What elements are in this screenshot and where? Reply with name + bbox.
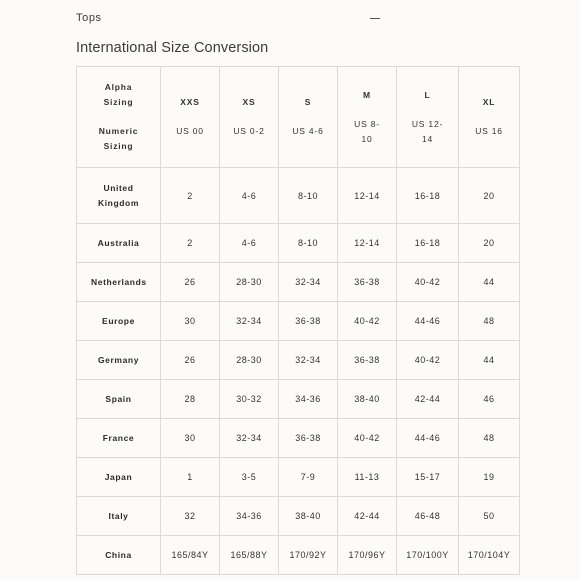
size-value-cell: 8-10 <box>279 224 338 263</box>
size-value-cell: 28 <box>161 380 220 419</box>
table-row <box>77 458 520 497</box>
size-value-cell: 44 <box>459 263 520 302</box>
alpha-size-label: XS <box>242 97 256 107</box>
country-name: Australia <box>97 237 140 248</box>
country-name: Spain <box>105 393 132 404</box>
size-value-cell: 42-44 <box>338 497 397 536</box>
size-value-cell: 12-14 <box>338 224 397 263</box>
size-value-cell: 165/84Y <box>161 536 220 575</box>
size-value-cell: 44 <box>459 341 520 380</box>
numeric-size-label: US 12-14 <box>411 118 444 144</box>
size-value-cell: 170/104Y <box>459 536 520 575</box>
country-name: Italy <box>108 510 129 521</box>
size-value-cell: 46 <box>459 380 520 419</box>
size-value-cell: 32 <box>161 497 220 536</box>
tops-accordion-header[interactable] <box>76 8 380 28</box>
alpha-size-label: S <box>304 97 312 107</box>
size-value-cell: 44-46 <box>397 302 459 341</box>
size-value-cell: 16-18 <box>397 168 459 224</box>
size-value-cell: 50 <box>459 497 520 536</box>
size-value-cell: 32-34 <box>279 341 338 380</box>
country-name: Netherlands <box>91 276 147 287</box>
header-size-4 <box>397 67 459 168</box>
header-size-3 <box>338 67 397 168</box>
numeric-size-label: US 0-2 <box>233 126 265 136</box>
table-row <box>77 536 520 575</box>
size-value-cell: 32-34 <box>279 263 338 302</box>
country-label <box>77 458 161 497</box>
size-value-cell: 8-10 <box>279 168 338 224</box>
header-size-2 <box>279 67 338 168</box>
size-value-cell: 28-30 <box>220 263 279 302</box>
size-value-cell: 32-34 <box>220 302 279 341</box>
numeric-size-label: US 16 <box>475 126 503 136</box>
size-value-cell: 36-38 <box>338 263 397 302</box>
size-value-cell: 46-48 <box>397 497 459 536</box>
size-value-cell: 15-17 <box>397 458 459 497</box>
size-value-cell: 48 <box>459 302 520 341</box>
alpha-size-label: L <box>424 89 431 100</box>
country-label <box>77 497 161 536</box>
size-value-cell: 38-40 <box>279 497 338 536</box>
size-value-cell: 26 <box>161 263 220 302</box>
size-value-cell: 44-46 <box>397 419 459 458</box>
size-value-cell: 34-36 <box>220 497 279 536</box>
section-title: International Size Conversion <box>76 40 269 56</box>
size-value-cell: 3-5 <box>220 458 279 497</box>
alpha-size-label: M <box>363 89 371 100</box>
header-corner-cell <box>77 67 161 168</box>
size-value-cell: 30-32 <box>220 380 279 419</box>
size-value-cell: 2 <box>161 168 220 224</box>
table-row <box>77 497 520 536</box>
numeric-size-label: US 8-10 <box>354 118 380 144</box>
table-row <box>77 263 520 302</box>
alpha-size-label: XL <box>482 97 496 107</box>
country-label <box>77 419 161 458</box>
table-row <box>77 341 520 380</box>
table-row <box>77 168 520 224</box>
country-label <box>77 380 161 419</box>
country-name: Germany <box>97 354 140 365</box>
numeric-size-label: US 4-6 <box>292 126 324 136</box>
size-value-cell: 40-42 <box>397 341 459 380</box>
country-name: France <box>102 432 135 443</box>
numeric-sizing-label: Numeric Sizing <box>98 126 139 151</box>
country-name: Japan <box>104 471 133 482</box>
size-value-cell: 11-13 <box>338 458 397 497</box>
size-value-cell: 165/88Y <box>220 536 279 575</box>
table-header-row <box>77 67 520 168</box>
country-label <box>77 302 161 341</box>
minus-icon[interactable] <box>370 13 380 23</box>
table-row <box>77 224 520 263</box>
size-value-cell: 20 <box>459 224 520 263</box>
size-value-cell: 16-18 <box>397 224 459 263</box>
size-value-cell: 26 <box>161 341 220 380</box>
size-value-cell: 170/96Y <box>338 536 397 575</box>
size-value-cell: 48 <box>459 419 520 458</box>
header-size-5 <box>459 67 520 168</box>
size-value-cell: 20 <box>459 168 520 224</box>
size-value-cell: 1 <box>161 458 220 497</box>
size-value-cell: 28-30 <box>220 341 279 380</box>
header-size-1 <box>220 67 279 168</box>
numeric-size-label: US 00 <box>176 126 204 136</box>
table-row <box>77 302 520 341</box>
size-value-cell: 40-42 <box>338 302 397 341</box>
size-value-cell: 40-42 <box>338 419 397 458</box>
size-value-cell: 19 <box>459 458 520 497</box>
country-label <box>77 168 161 224</box>
size-value-cell: 12-14 <box>338 168 397 224</box>
size-value-cell: 170/92Y <box>279 536 338 575</box>
header-size-0 <box>161 67 220 168</box>
size-value-cell: 7-9 <box>279 458 338 497</box>
table-row <box>77 380 520 419</box>
size-value-cell: 170/100Y <box>397 536 459 575</box>
table-body <box>77 168 520 575</box>
country-label <box>77 341 161 380</box>
country-name: China <box>105 549 132 560</box>
size-value-cell: 42-44 <box>397 380 459 419</box>
size-value-cell: 2 <box>161 224 220 263</box>
country-label <box>77 263 161 302</box>
size-value-cell: 38-40 <box>338 380 397 419</box>
size-value-cell: 34-36 <box>279 380 338 419</box>
table-row <box>77 419 520 458</box>
country-label <box>77 224 161 263</box>
size-value-cell: 4-6 <box>220 224 279 263</box>
size-value-cell: 30 <box>161 419 220 458</box>
size-value-cell: 36-38 <box>279 419 338 458</box>
size-value-cell: 30 <box>161 302 220 341</box>
country-name: United Kingdom <box>97 182 140 208</box>
size-conversion-table <box>76 66 520 575</box>
size-value-cell: 36-38 <box>279 302 338 341</box>
country-name: Europe <box>102 315 135 326</box>
size-value-cell: 32-34 <box>220 419 279 458</box>
accordion-title: Tops <box>76 12 102 24</box>
size-value-cell: 36-38 <box>338 341 397 380</box>
alpha-size-label: XXS <box>180 97 200 107</box>
size-value-cell: 4-6 <box>220 168 279 224</box>
size-value-cell: 40-42 <box>397 263 459 302</box>
alpha-sizing-label: Alpha Sizing <box>103 82 134 107</box>
country-label <box>77 536 161 575</box>
